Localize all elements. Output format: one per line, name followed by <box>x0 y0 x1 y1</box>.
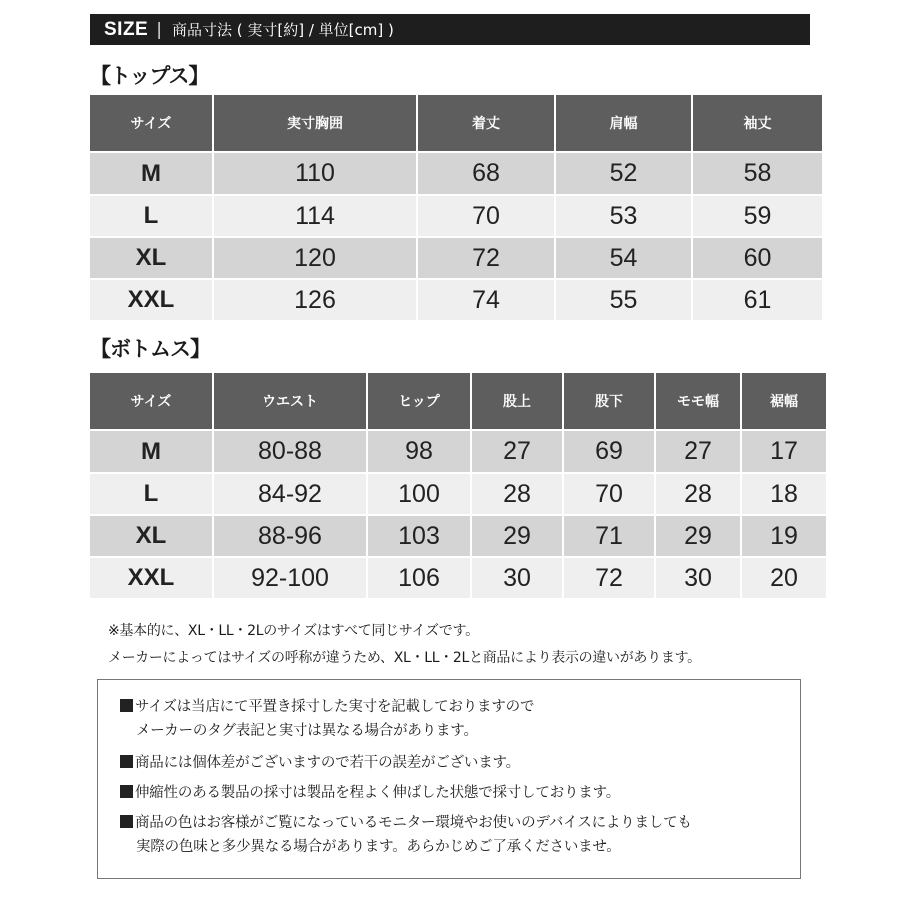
value-cell: 53 <box>556 196 691 236</box>
size-naming-notes <box>108 618 701 672</box>
column-header-chest: 実寸胸囲 <box>214 95 416 151</box>
value-cell: 70 <box>418 196 554 236</box>
column-header-hem: 裾幅 <box>742 373 826 429</box>
column-header-thigh: モモ幅 <box>656 373 740 429</box>
value-cell: 55 <box>556 280 691 320</box>
column-header-length: 着丈 <box>418 95 554 151</box>
size-cell: XXL <box>90 280 212 320</box>
size-cell: XL <box>90 238 212 278</box>
bullet-square-icon <box>120 699 133 712</box>
table-row <box>90 558 826 598</box>
value-cell: 72 <box>418 238 554 278</box>
value-cell: 92-100 <box>214 558 366 598</box>
note-line: ※基本的に、XL・LL・2Lのサイズはすべて同じサイズです。 <box>108 623 479 639</box>
column-header-size: サイズ <box>90 95 212 151</box>
bullet-square-icon <box>120 815 133 828</box>
value-cell: 61 <box>693 280 822 320</box>
disclaimer-item-continuation: 実際の色味と多少異なる場合があります。あらかじめご了承くださいませ。 <box>136 839 621 855</box>
value-cell: 28 <box>472 474 562 514</box>
bottoms-size-table <box>88 371 828 600</box>
bullet-square-icon <box>120 785 133 798</box>
value-cell: 69 <box>564 431 654 472</box>
value-cell: 52 <box>556 153 691 194</box>
size-cell: XXL <box>90 558 212 598</box>
value-cell: 88-96 <box>214 516 366 556</box>
disclaimer-item: サイズは当店にて平置き採寸した実寸を記載しておりますので <box>120 692 800 722</box>
value-cell: 59 <box>693 196 822 236</box>
value-cell: 126 <box>214 280 416 320</box>
bottoms-section-title: 【ボトムス】 <box>90 337 210 361</box>
size-title-bar <box>90 14 810 45</box>
column-header-hip: ヒップ <box>368 373 470 429</box>
value-cell: 28 <box>656 474 740 514</box>
value-cell: 58 <box>693 153 822 194</box>
value-cell: 114 <box>214 196 416 236</box>
size-cell: L <box>90 474 212 514</box>
table-row <box>90 196 822 236</box>
table-row <box>90 431 826 472</box>
value-cell: 80-88 <box>214 431 366 472</box>
value-cell: 106 <box>368 558 470 598</box>
tops-size-table <box>88 93 824 322</box>
column-header-inseam: 股下 <box>564 373 654 429</box>
value-cell: 20 <box>742 558 826 598</box>
value-cell: 30 <box>656 558 740 598</box>
value-cell: 30 <box>472 558 562 598</box>
disclaimer-box <box>97 679 801 879</box>
bullet-square-icon <box>120 755 133 768</box>
value-cell: 60 <box>693 238 822 278</box>
value-cell: 27 <box>656 431 740 472</box>
column-header-sleeve: 袖丈 <box>693 95 822 151</box>
value-cell: 103 <box>368 516 470 556</box>
title-subtitle: 商品寸法 ( 実寸[約] / 単位[cm] ) <box>171 21 394 39</box>
value-cell: 71 <box>564 516 654 556</box>
value-cell: 29 <box>656 516 740 556</box>
size-cell: L <box>90 196 212 236</box>
disclaimer-item-continuation: メーカーのタグ表記と実寸は異なる場合があります。 <box>136 723 478 739</box>
value-cell: 120 <box>214 238 416 278</box>
disclaimer-item: 商品には個体差がございますので若干の誤差がございます。 <box>120 748 800 778</box>
value-cell: 27 <box>472 431 562 472</box>
size-badge: SIZE <box>104 18 149 40</box>
table-row <box>90 153 822 194</box>
note-line: メーカーによってはサイズの呼称が違うため、XL・LL・2Lと商品により表示の違いがあります。 <box>108 650 701 666</box>
value-cell: 100 <box>368 474 470 514</box>
value-cell: 98 <box>368 431 470 472</box>
value-cell: 29 <box>472 516 562 556</box>
table-row <box>90 474 826 514</box>
value-cell: 68 <box>418 153 554 194</box>
value-cell: 18 <box>742 474 826 514</box>
size-cell: M <box>90 431 212 472</box>
disclaimer-item: 商品の色はお客様がご覧になっているモニター環境やお使いのデバイスによりましても <box>120 808 800 838</box>
table-row <box>90 280 822 320</box>
value-cell: 54 <box>556 238 691 278</box>
value-cell: 17 <box>742 431 826 472</box>
value-cell: 84-92 <box>214 474 366 514</box>
disclaimer-item: 伸縮性のある製品の採寸は製品を程よく伸ばした状態で採寸しております。 <box>120 778 800 808</box>
table-row <box>90 238 822 278</box>
column-header-size: サイズ <box>90 373 212 429</box>
value-cell: 70 <box>564 474 654 514</box>
value-cell: 72 <box>564 558 654 598</box>
value-cell: 19 <box>742 516 826 556</box>
table-header-row <box>90 95 822 151</box>
title-separator: | <box>156 19 162 40</box>
column-header-rise: 股上 <box>472 373 562 429</box>
size-cell: M <box>90 153 212 194</box>
table-header-row <box>90 373 826 429</box>
column-header-waist: ウエスト <box>214 373 366 429</box>
table-row <box>90 516 826 556</box>
value-cell: 74 <box>418 280 554 320</box>
size-cell: XL <box>90 516 212 556</box>
column-header-shoulder: 肩幅 <box>556 95 691 151</box>
tops-section-title: 【トップス】 <box>90 64 209 88</box>
value-cell: 110 <box>214 153 416 194</box>
